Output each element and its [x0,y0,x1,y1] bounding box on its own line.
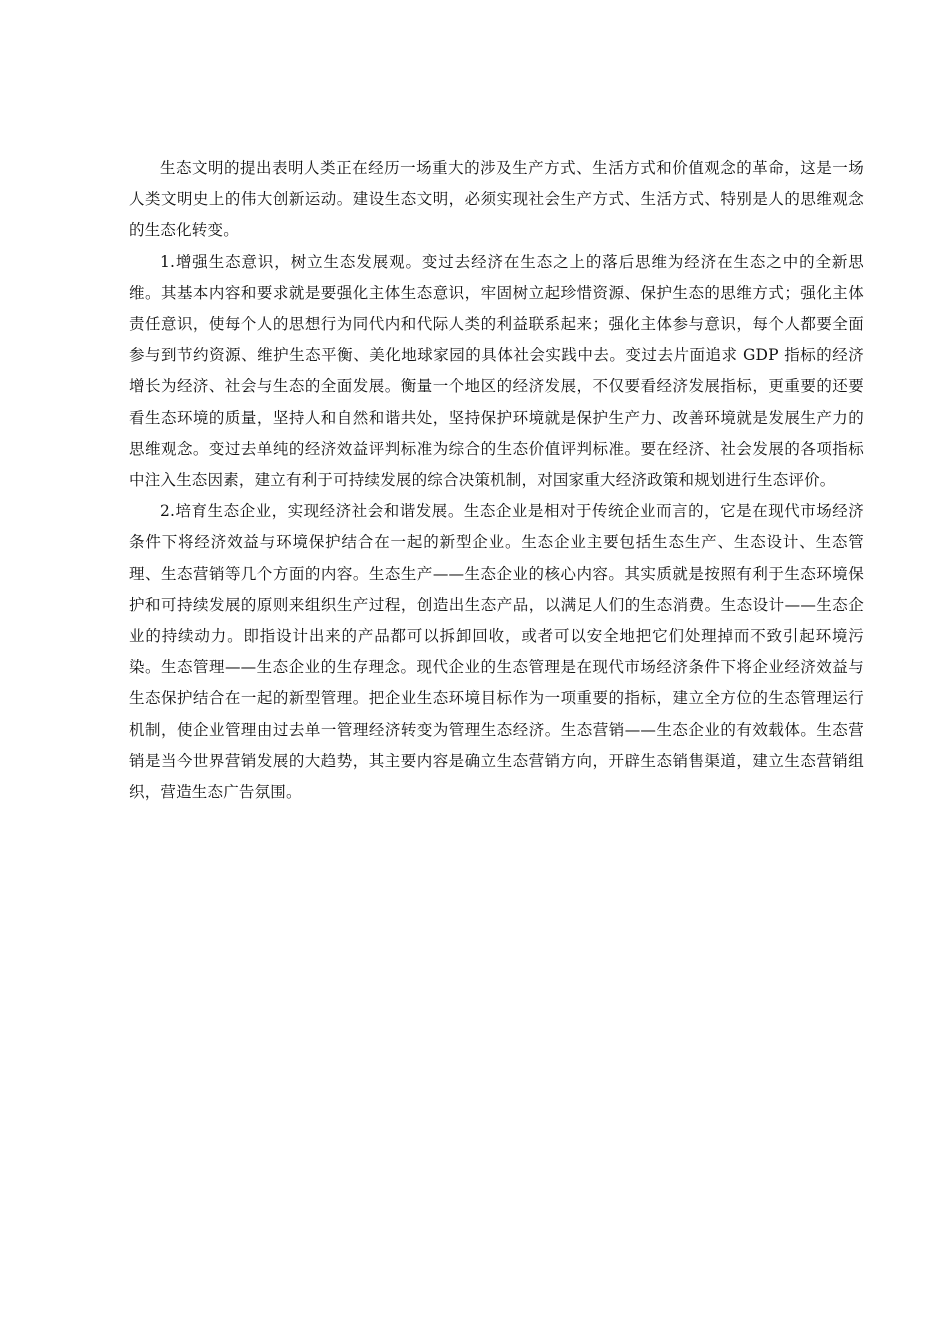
section-2-paragraph: 2.培育生态企业，实现经济社会和谐发展。生态企业是相对于传统企业而言的，它是在现代市场经济条件下将经济效益与环境保护结合在一起的新型企业。生态企业主要包括生态生产、生态设计、生态管理、生态营销等几个方面的内容。生态生产——生态企业的核心内容。其实质就是按照有利于生态环境保护和可持续发展的原则来组织生产过程，创造出生态产品，以满足人们的生态消费。生态设计——生态企业的持续动力。即指设计出来的产品都可以拆卸回收，或者可以安全地把它们处理掉而不致引起环境污染。生态管理——生态企业的生存理念。现代企业的生态管理是在现代市场经济条件下将企业经济效益与生态保护结合在一起的新型管理。把企业生态环境目标作为一项重要的指标，建立全方位的生态管理运行机制，使企业管理由过去单一管理经济转变为管理生态经济。生态营销——生态企业的有效载体。生态营销是当今世界营销发展的大趋势，其主要内容是确立生态营销方向，开辟生态销售渠道，建立生态营销组织，营造生态广告氛围。 [129,502,864,802]
section-1-paragraph: 1.增强生态意识，树立生态发展观。变过去经济在生态之上的落后思维为经济在生态之中的全新思维。其基本内容和要求就是要强化主体生态意识，牢固树立起珍惜资源、保护生态的思维方式；强化主体责任意识，使每个人的思想行为同代内和代际人类的利益联系起来；强化主体参与意识，每个人都要全面参与到节约资源、维护生态平衡、美化地球家园的具体社会实践中去。变过去片面追求 GDP 指标的经济增长为经济、社会与生态的全面发展。衡量一个地区的经济发展，不仅要看经济发展指标，更重要的还要看生态环境的质量，坚持人和自然和谐共处，坚持保护环境就是保护生产力、改善环境就是发展生产力的思维观念。变过去单纯的经济效益评判标准为综合的生态价值评判标准。要在经济、社会发展的各项指标中注入生态因素，建立有利于可持续发展的综合决策机制，对国家重大经济政策和规划进行生态评价。 [129,252,864,490]
document-body [129,153,864,808]
intro-paragraph: 生态文明的提出表明人类正在经历一场重大的涉及生产方式、生活方式和价值观念的革命，这是一场人类文明史上的伟大创新运动。建设生态文明，必须实现社会生产方式、生活方式、特别是人的思维观念的生态化转变。 [129,159,864,240]
